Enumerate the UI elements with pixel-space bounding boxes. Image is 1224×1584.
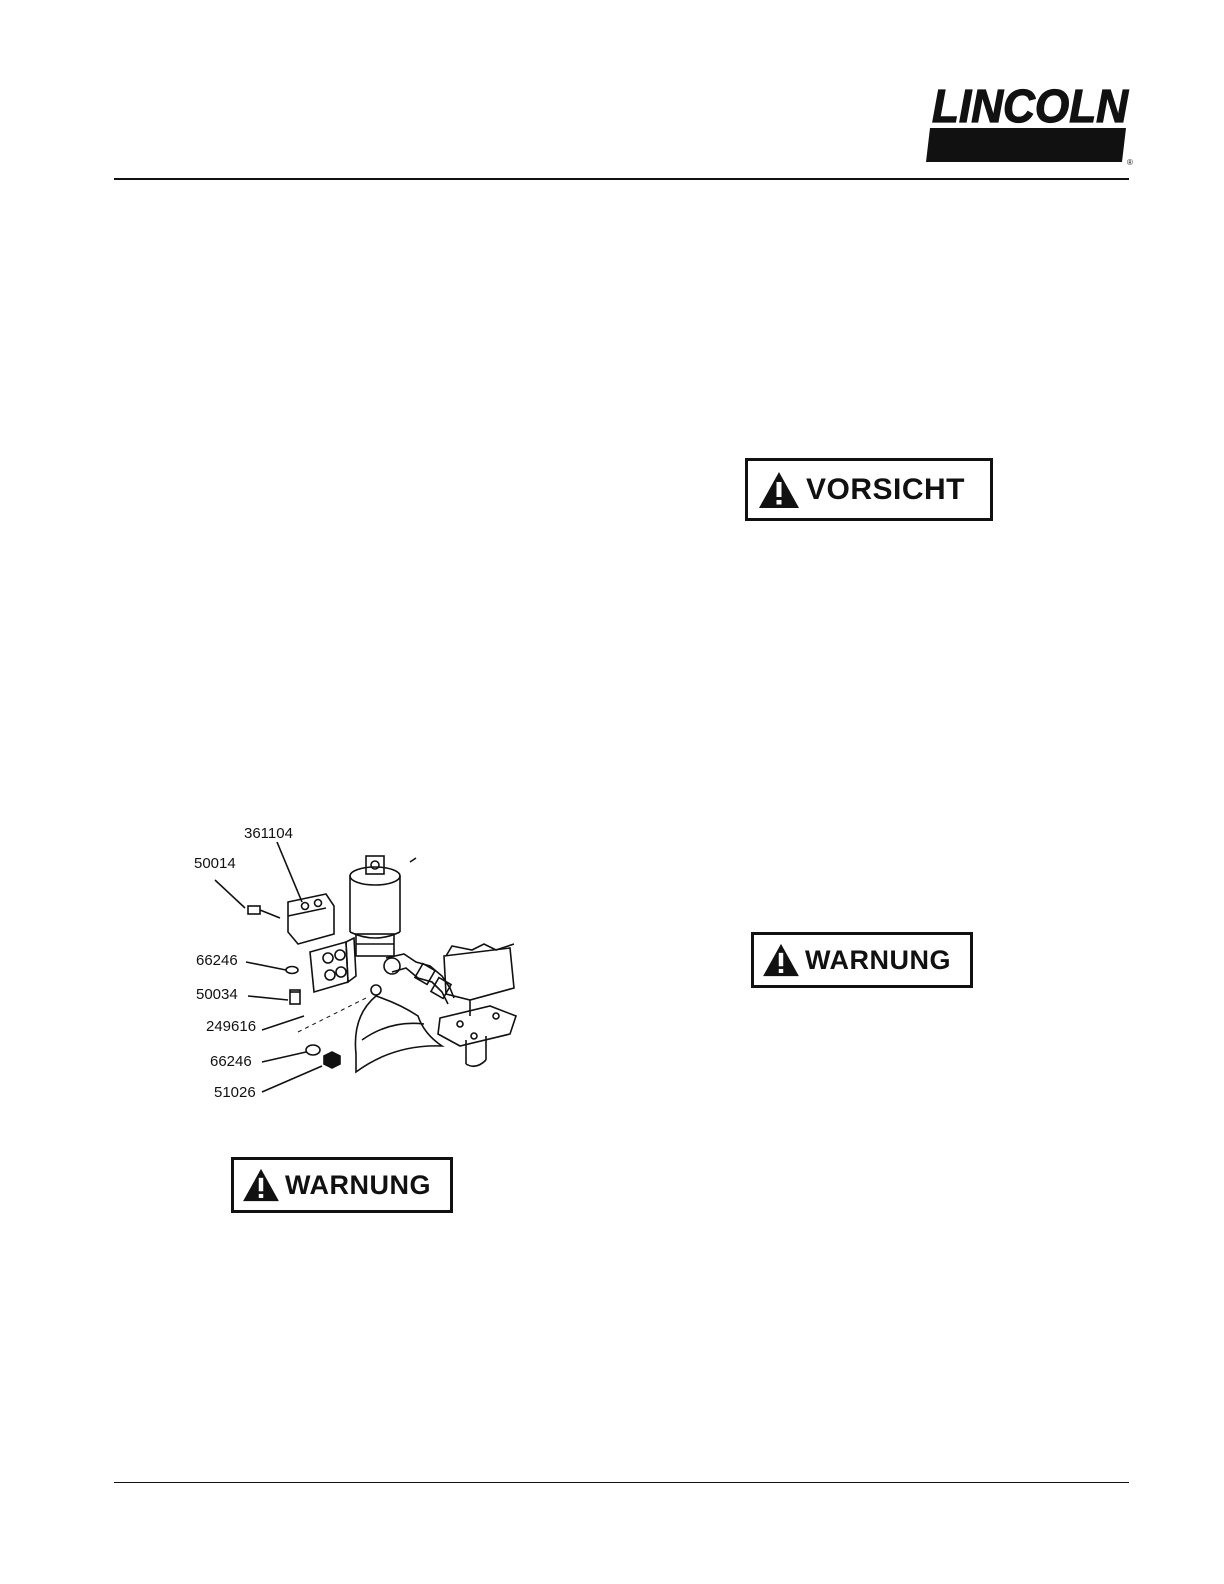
header-rule bbox=[114, 178, 1129, 180]
warning-triangle-icon bbox=[242, 1168, 280, 1202]
part-number-label: 66246 bbox=[210, 1053, 252, 1070]
warning-triangle-icon bbox=[758, 471, 800, 509]
warning-label-left-text: WARNUNG bbox=[285, 1169, 431, 1200]
part-number-label: 66246 bbox=[196, 952, 238, 969]
caution-label-text: VORSICHT bbox=[806, 472, 966, 506]
part-number-label: 50034 bbox=[196, 986, 238, 1003]
warning-label-left bbox=[231, 1157, 453, 1213]
svg-text:®: ® bbox=[1127, 158, 1133, 166]
svg-text:LINCOLN: LINCOLN bbox=[932, 82, 1129, 132]
warning-label-right-text: WARNUNG bbox=[805, 944, 951, 975]
part-number-label: 51026 bbox=[214, 1084, 256, 1101]
lincoln-logo bbox=[922, 82, 1134, 166]
caution-label bbox=[745, 458, 993, 521]
warning-label-right bbox=[751, 932, 973, 988]
warning-triangle-icon bbox=[762, 943, 800, 977]
footer-rule bbox=[114, 1482, 1129, 1483]
assembly-figure bbox=[180, 820, 540, 1110]
part-number-label: 249616 bbox=[206, 1018, 257, 1035]
part-number-label: 361104 bbox=[244, 825, 293, 842]
part-number-label: 50014 bbox=[194, 855, 236, 872]
